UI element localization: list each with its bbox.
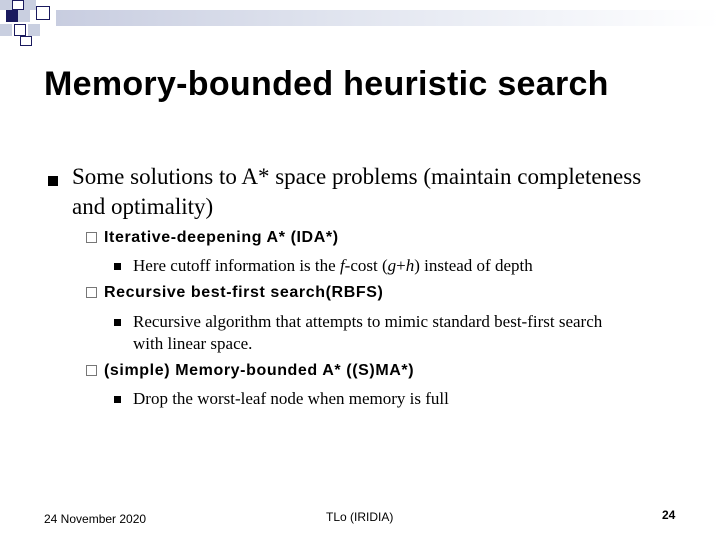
corner-square-1 [0,0,12,10]
footer-author: TLo (IRIDIA) [326,510,394,524]
bullet-square-icon [114,319,121,326]
page-number: 24 [662,508,676,522]
sub-bullet-label: Iterative-deepening A* (IDA*) [104,229,339,246]
corner-square-10 [20,36,32,46]
corner-square-3 [24,0,36,10]
sub-bullet-label: Recursive best-first search(RBFS) [104,284,384,301]
corner-square-2 [12,0,24,10]
detail-text: Here cutoff information is the f-cost (g+h) instead of depth [133,256,533,275]
corner-square-6 [36,6,50,20]
header-bar [56,10,720,26]
corner-square-5 [18,10,30,22]
bullet-square-icon [114,263,121,270]
corner-square-4 [6,10,18,22]
checkbox-bullet-icon [86,287,97,298]
detail-text: Recursive algorithm that attempts to mimic standard best-first search with linear space. [133,312,603,353]
detail-text: Drop the worst-leaf node when memory is full [133,389,449,408]
bullet-square-icon [114,396,121,403]
checkbox-bullet-icon [86,365,97,376]
corner-square-8 [14,24,26,36]
main-bullet-text: Some solutions to A* space problems (maintain completeness and optimality) [72,164,642,219]
corner-square-9 [28,24,40,36]
bullet-square-icon [48,176,58,186]
sub-bullet-label: (simple) Memory-bounded A* ((S)MA*) [104,362,415,379]
footer-date: 24 November 2020 [44,512,147,526]
checkbox-bullet-icon [86,232,97,243]
corner-square-7 [0,24,12,36]
slide-title: Memory-bounded heuristic search [44,65,609,103]
